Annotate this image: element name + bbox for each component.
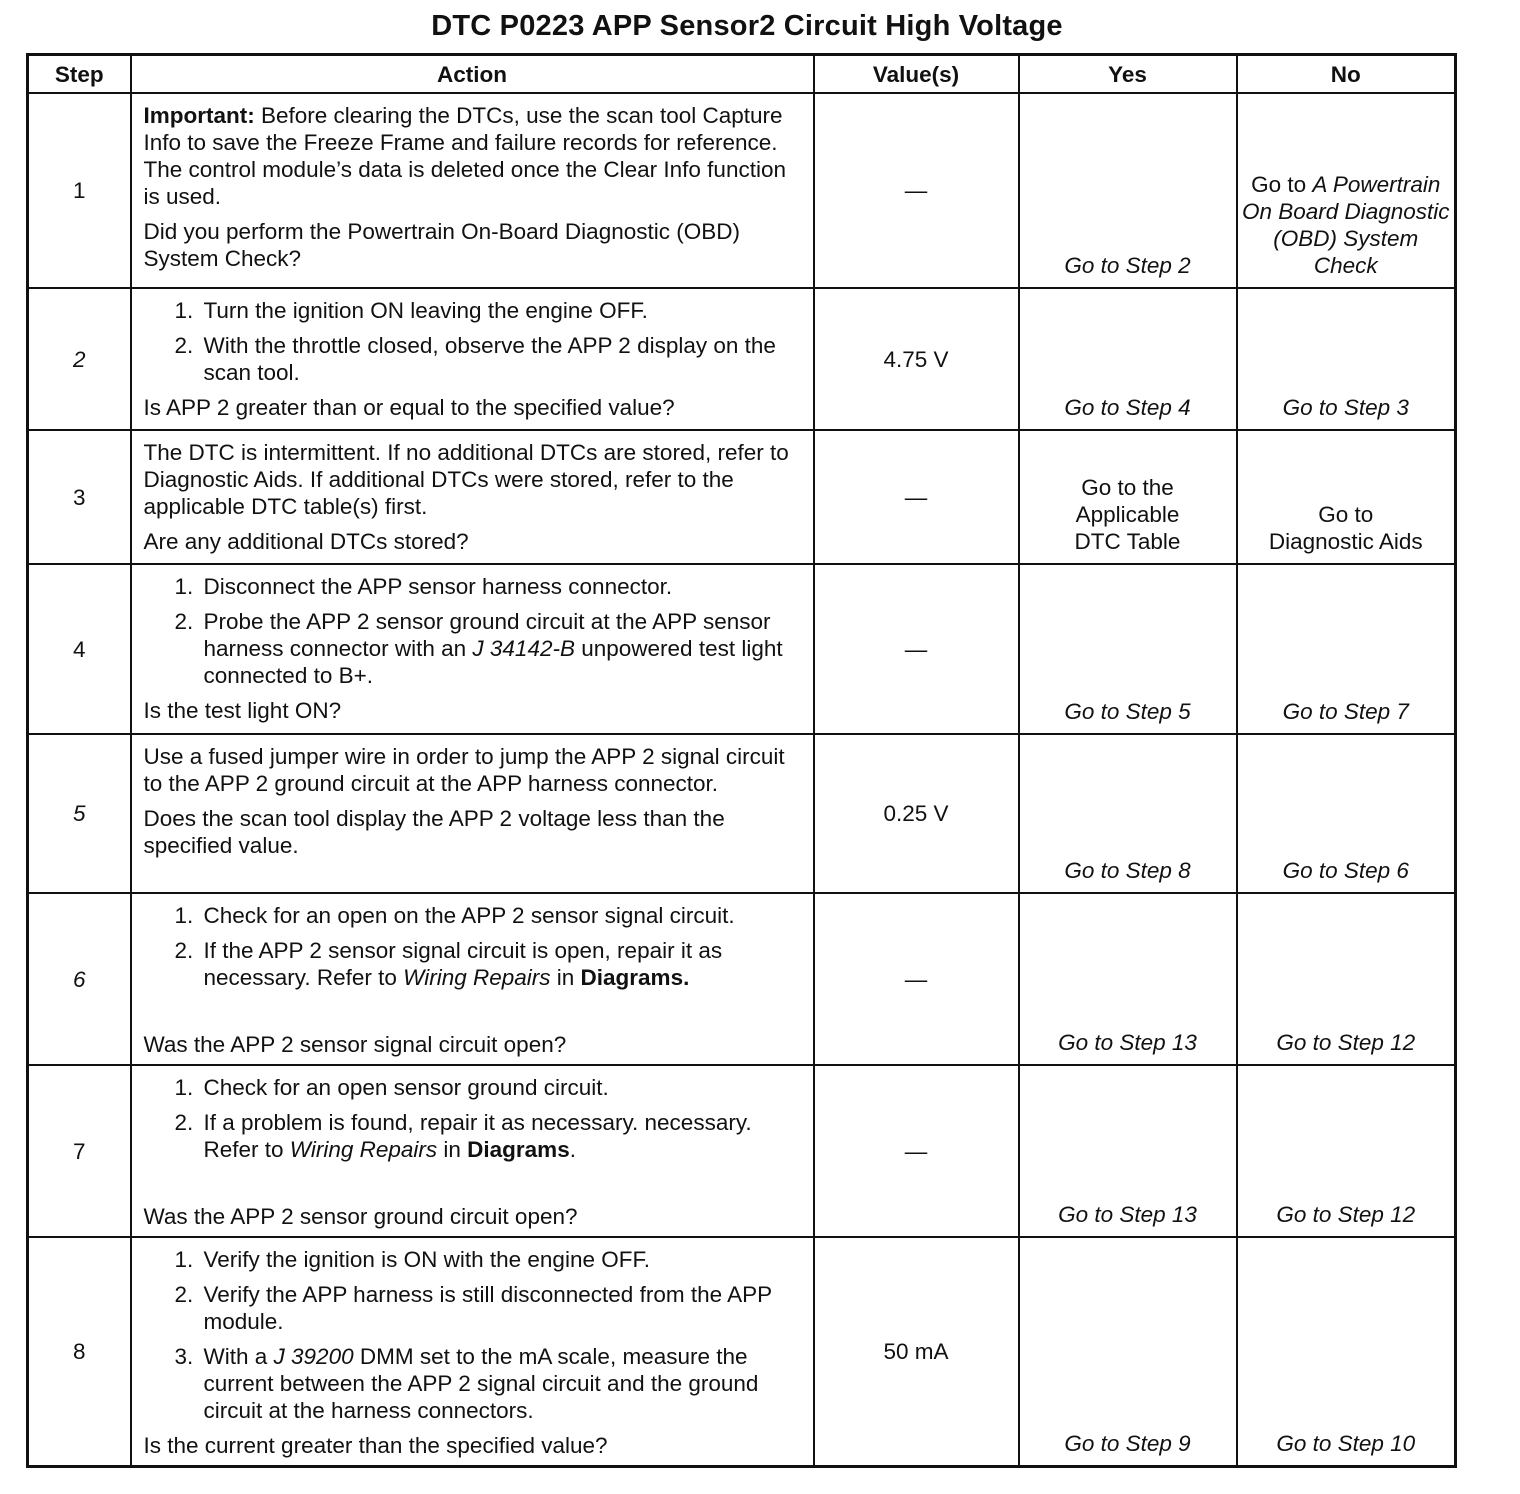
action-step: 2. With the throttle closed, observe the APP 2 display on the scan tool. bbox=[200, 332, 805, 386]
tool-reference: J 39200 bbox=[273, 1344, 354, 1369]
diagrams-reference: Diagrams. bbox=[580, 965, 690, 990]
value-cell: — bbox=[814, 1065, 1019, 1237]
header-value: Value(s) bbox=[814, 55, 1019, 94]
table-row bbox=[28, 734, 1456, 893]
no-line: Go to bbox=[1318, 502, 1374, 527]
table-row bbox=[28, 893, 1456, 1065]
action-steps bbox=[144, 297, 805, 386]
no-cell bbox=[1237, 430, 1456, 564]
action-step-text: DMM set to the mA scale, measure the current between the APP 2 signal circuit and the ground circuit at the harness connectors. bbox=[203, 1344, 759, 1423]
no-cell: Go to Step 7 bbox=[1237, 564, 1456, 734]
obd-check-reference: A Powertrain On Board Diagnostic (OBD) System Check bbox=[1241, 172, 1450, 278]
no-line: Diagnostic Aids bbox=[1268, 529, 1423, 554]
yes-cell: Go to Step 2 bbox=[1019, 93, 1237, 288]
page-title: DTC P0223 APP Sensor2 Circuit High Voltage bbox=[431, 10, 1063, 42]
action-cell bbox=[131, 430, 814, 564]
step-number: 2 bbox=[28, 288, 131, 430]
no-cell bbox=[1237, 93, 1456, 288]
no-cell: Go to Step 12 bbox=[1237, 1065, 1456, 1237]
action-question: Is the current greater than the specified value? bbox=[143, 1433, 608, 1458]
wiring-repairs-reference: Wiring Repairs bbox=[289, 1137, 438, 1162]
action-step bbox=[200, 1343, 805, 1424]
value-cell: — bbox=[814, 893, 1019, 1065]
step-number: 8 bbox=[28, 1237, 131, 1467]
action-cell bbox=[131, 1065, 814, 1237]
yes-cell: Go to Step 8 bbox=[1019, 734, 1237, 893]
action-cell bbox=[131, 1237, 814, 1467]
yes-cell: Go to Step 13 bbox=[1019, 1065, 1237, 1237]
table-row bbox=[28, 1237, 1456, 1467]
no-cell: Go to Step 10 bbox=[1237, 1237, 1456, 1467]
important-label: Important: bbox=[143, 103, 255, 128]
action-step-text: If the APP 2 sensor signal circuit is open, repair it as necessary. Refer to bbox=[203, 938, 723, 990]
step-number: 4 bbox=[28, 564, 131, 734]
table-row bbox=[28, 93, 1456, 288]
action-question: Are any additional DTCs stored? bbox=[143, 529, 469, 554]
action-step: 1. Disconnect the APP sensor harness connector. bbox=[200, 573, 805, 600]
action-step-text: If a problem is found, repair it as necessary. necessary. Refer to bbox=[203, 1110, 752, 1162]
action-cell bbox=[131, 734, 814, 893]
action-step-text: in bbox=[437, 1137, 468, 1162]
action-steps bbox=[144, 902, 805, 991]
tool-reference: J 34142-B bbox=[472, 636, 575, 661]
diagnostic-table bbox=[26, 53, 1457, 1468]
no-prefix: Go to bbox=[1251, 172, 1313, 197]
action-step-text: in bbox=[550, 965, 581, 990]
value-cell: 50 mA bbox=[814, 1237, 1019, 1467]
value-cell: — bbox=[814, 93, 1019, 288]
action-question: Did you perform the Powertrain On-Board Diagnostic (OBD) System Check? bbox=[143, 219, 740, 271]
action-cell bbox=[131, 93, 814, 288]
diagrams-reference: Diagrams bbox=[467, 1137, 570, 1162]
value-cell: 4.75 V bbox=[814, 288, 1019, 430]
no-cell: Go to Step 6 bbox=[1237, 734, 1456, 893]
action-step-text: unpowered test light connected to B+. bbox=[203, 636, 783, 688]
action-question: Is the test light ON? bbox=[143, 698, 342, 723]
action-cell bbox=[131, 288, 814, 430]
action-steps bbox=[144, 1074, 805, 1163]
action-step-text: Probe the APP 2 sensor ground circuit at the APP sensor harness connector with an bbox=[203, 609, 771, 661]
yes-cell bbox=[1019, 430, 1237, 564]
yes-cell: Go to Step 5 bbox=[1019, 564, 1237, 734]
yes-line: DTC Table bbox=[1074, 529, 1181, 554]
action-step: 1. Verify the ignition is ON with the engine OFF. bbox=[200, 1246, 805, 1273]
step-number: 1 bbox=[28, 93, 131, 288]
table-row bbox=[28, 564, 1456, 734]
action-question: Does the scan tool display the APP 2 voltage less than the specified value. bbox=[143, 806, 725, 858]
action-step-text: With a bbox=[203, 1344, 274, 1369]
header-step: Step bbox=[28, 55, 131, 94]
action-step: 1. Check for an open sensor ground circuit. bbox=[200, 1074, 805, 1101]
yes-cell: Go to Step 9 bbox=[1019, 1237, 1237, 1467]
action-step bbox=[200, 608, 805, 689]
important-text: Before clearing the DTCs, use the scan tool Capture Info to save the Freeze Frame and failure records for reference. The control module’s data is deleted once the Clear Info function is used. bbox=[143, 103, 786, 209]
value-cell: 0.25 V bbox=[814, 734, 1019, 893]
header-yes: Yes bbox=[1019, 55, 1237, 94]
action-cell bbox=[131, 893, 814, 1065]
wiring-repairs-reference: Wiring Repairs bbox=[403, 965, 551, 990]
action-cell bbox=[131, 564, 814, 734]
step-number: 7 bbox=[28, 1065, 131, 1237]
important-note bbox=[144, 102, 805, 210]
yes-line: Applicable bbox=[1075, 502, 1180, 527]
action-step: 1. Check for an open on the APP 2 sensor signal circuit. bbox=[200, 902, 805, 929]
value-cell: — bbox=[814, 430, 1019, 564]
header-no: No bbox=[1237, 55, 1456, 94]
step-number: 6 bbox=[28, 893, 131, 1065]
table-row bbox=[28, 288, 1456, 430]
action-question: Was the APP 2 sensor signal circuit open? bbox=[143, 1032, 567, 1057]
action-step: 1. Turn the ignition ON leaving the engine OFF. bbox=[200, 297, 805, 324]
table-row bbox=[28, 1065, 1456, 1237]
yes-line: Go to the bbox=[1081, 475, 1174, 500]
header-action: Action bbox=[131, 55, 814, 94]
step-number: 3 bbox=[28, 430, 131, 564]
value-cell: — bbox=[814, 564, 1019, 734]
no-cell: Go to Step 3 bbox=[1237, 288, 1456, 430]
yes-cell: Go to Step 13 bbox=[1019, 893, 1237, 1065]
action-step bbox=[200, 937, 805, 991]
action-step bbox=[200, 1109, 805, 1163]
action-step-text: . bbox=[569, 1137, 576, 1162]
action-steps bbox=[144, 573, 805, 689]
action-question: Is APP 2 greater than or equal to the specified value? bbox=[143, 395, 675, 420]
action-step: 2. Verify the APP harness is still disconnected from the APP module. bbox=[200, 1281, 805, 1335]
action-text: The DTC is intermittent. If no additional DTCs are stored, refer to Diagnostic Aids. If additional DTCs were stored, refer to the applicable DTC table(s) first. bbox=[143, 440, 789, 519]
header-row bbox=[28, 55, 1456, 94]
yes-cell: Go to Step 4 bbox=[1019, 288, 1237, 430]
table-row bbox=[28, 430, 1456, 564]
no-cell: Go to Step 12 bbox=[1237, 893, 1456, 1065]
step-number: 5 bbox=[28, 734, 131, 893]
action-question: Was the APP 2 sensor ground circuit open? bbox=[143, 1204, 578, 1229]
action-steps bbox=[144, 1246, 805, 1424]
action-text: Use a fused jumper wire in order to jump the APP 2 signal circuit to the APP 2 ground circuit at the APP harness connector. bbox=[143, 744, 785, 796]
